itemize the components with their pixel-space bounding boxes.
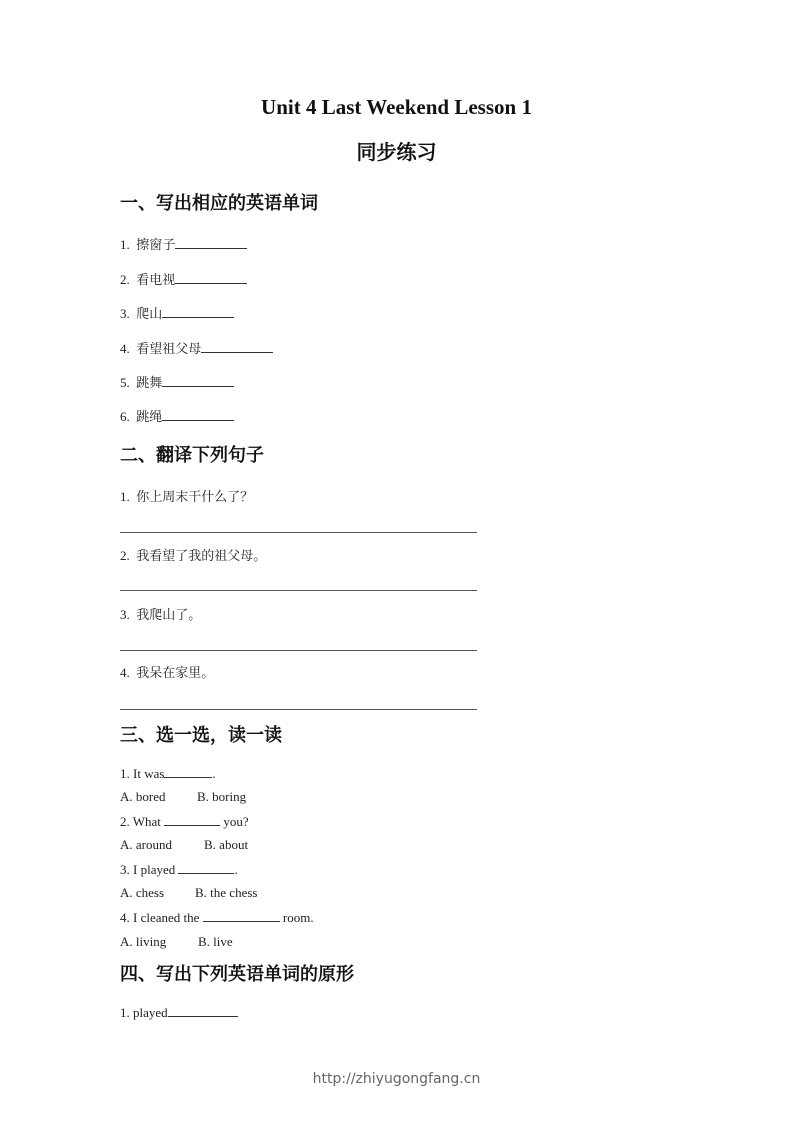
item-number: 1. (120, 237, 130, 252)
section4-item (120, 1004, 238, 1021)
item-text: 我呆在家里。 (136, 666, 215, 681)
question-text: 2. What (120, 814, 165, 829)
answer-blank[interactable] (168, 1004, 238, 1017)
section1-item (120, 234, 247, 253)
answer-blank[interactable] (175, 236, 247, 249)
option-a[interactable]: A. around (120, 837, 172, 852)
option-a[interactable]: A. bored (120, 789, 166, 804)
options-row (120, 934, 233, 950)
answer-blank[interactable] (162, 305, 234, 318)
item-text: 看望祖父母 (136, 342, 202, 357)
section1-heading: 一、写出相应的英语单词 (120, 193, 318, 214)
worksheet-subtitle: 同步练习 (356, 140, 437, 164)
question-text-end: . (234, 862, 238, 877)
item-text: 你上周末干什么了？ (136, 490, 254, 505)
answer-line[interactable] (120, 590, 477, 591)
section1-item (120, 338, 273, 357)
question-text: 3. I played (120, 862, 179, 877)
question-text-end: . (212, 766, 216, 781)
section1-item (120, 406, 234, 425)
question-text-end: you? (220, 814, 249, 829)
item-text: played (133, 1005, 168, 1020)
item-number: 4. (120, 341, 130, 356)
item-text: 我爬山了。 (136, 608, 202, 623)
answer-blank[interactable] (201, 340, 273, 353)
answer-blank[interactable] (175, 271, 247, 284)
question-text: 4. I cleaned the (120, 910, 203, 925)
option-b[interactable]: B. the chess (195, 885, 258, 900)
option-b[interactable]: B. live (198, 934, 233, 949)
section2-heading: 二、翻译下列句子 (120, 445, 264, 466)
section3-heading: 三、选一选，读一读 (120, 725, 282, 746)
question (120, 813, 249, 830)
section1-item (120, 303, 234, 322)
item-number: 5. (120, 375, 130, 390)
section1-item (120, 269, 247, 288)
footer-url: http://zhiyugongfang.cn (312, 1071, 481, 1087)
option-b[interactable]: B. about (204, 837, 249, 852)
question (120, 909, 314, 926)
item-number: 2. (120, 548, 130, 563)
answer-blank[interactable] (162, 408, 234, 421)
answer-line[interactable] (120, 709, 477, 710)
question-text-end: room. (279, 910, 314, 925)
answer-blank[interactable] (203, 909, 280, 922)
section4-heading: 四、写出下列英语单词的原形 (120, 964, 354, 985)
question-text: 1. It was (120, 766, 165, 781)
item-text: 擦窗子 (136, 238, 176, 253)
item-number: 2. (120, 272, 130, 287)
item-text: 我看望了我的祖父母。 (136, 549, 267, 564)
item-number: 4. (120, 665, 130, 680)
section2-item (120, 604, 201, 623)
option-a[interactable]: A. chess (120, 885, 165, 900)
item-number: 1. (120, 1005, 133, 1020)
item-number: 3. (120, 306, 130, 321)
answer-line[interactable] (120, 532, 477, 533)
item-number: 1. (120, 489, 130, 504)
item-text: 看电视 (136, 273, 176, 288)
answer-line[interactable] (120, 650, 477, 651)
option-a[interactable]: A. living (120, 934, 167, 949)
section2-item (120, 545, 266, 564)
item-text: 跳绳 (136, 410, 163, 425)
options-row (120, 789, 246, 805)
item-text: 跳舞 (136, 376, 163, 391)
section1-item (120, 372, 234, 391)
answer-blank[interactable] (164, 765, 212, 778)
question (120, 861, 238, 878)
option-b[interactable]: B. boring (197, 789, 247, 804)
item-number: 3. (120, 607, 130, 622)
answer-blank[interactable] (162, 374, 234, 387)
worksheet-title: Unit 4 Last Weekend Lesson 1 (261, 95, 532, 119)
options-row (120, 885, 257, 901)
section2-item (120, 486, 253, 505)
section2-item (120, 662, 214, 681)
item-number: 6. (120, 409, 130, 424)
answer-blank[interactable] (164, 813, 220, 826)
options-row (120, 837, 248, 853)
item-text: 爬山 (136, 307, 163, 322)
question (120, 765, 216, 782)
answer-blank[interactable] (178, 861, 234, 874)
